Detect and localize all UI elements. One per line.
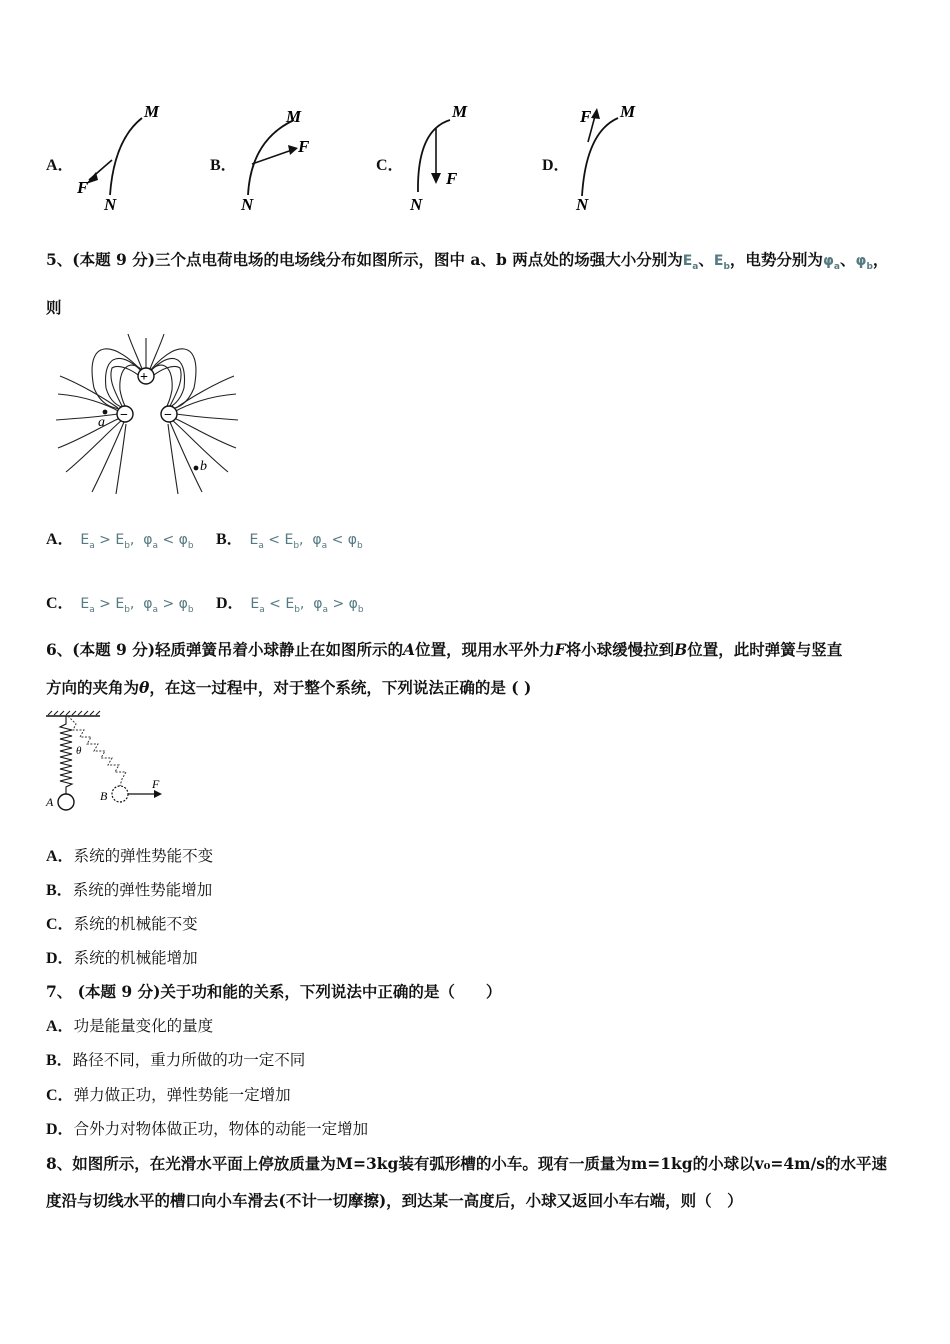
phi-a-symbol: $\varphi_a$ — [822, 253, 840, 272]
point-b — [194, 466, 199, 471]
label-theta: θ — [76, 745, 82, 757]
label-n: N — [104, 195, 117, 214]
q4-option-d-label[interactable]: D． — [542, 157, 570, 174]
ball-b — [112, 786, 128, 802]
arrowhead — [154, 790, 162, 798]
q4-option-a-label[interactable]: A． — [46, 157, 74, 174]
minus-sign-left: − — [120, 408, 128, 423]
trajectory-curve — [110, 118, 142, 195]
q7-option-c[interactable]: C．弹力做正功，弹性势能一定增加 — [46, 1086, 291, 1104]
phi-b-symbol: $\varphi_b$ — [855, 253, 873, 272]
q4-option-a-figure — [74, 100, 174, 215]
plus-sign: + — [140, 370, 148, 385]
label-f: F — [152, 777, 160, 791]
label-f: F — [580, 107, 592, 126]
ea-symbol: $E_a$ — [682, 253, 699, 272]
q5-option-c[interactable]: C． $E_a > E_b$, $\varphi_a > \varphi_b$ — [46, 595, 194, 615]
q4-option-b-figure — [236, 100, 336, 215]
label-a: A — [46, 795, 54, 809]
q4-option-d-figure — [566, 100, 666, 215]
spring-vertical — [60, 716, 72, 794]
force-arrow — [252, 150, 292, 164]
q7-option-a[interactable]: A．功是能量变化的量度 — [46, 1017, 214, 1035]
label-n: N — [410, 195, 423, 214]
label-n: N — [241, 195, 254, 214]
label-f: F — [446, 169, 458, 188]
label-m: M — [452, 102, 468, 121]
minus-sign-right: − — [164, 408, 172, 423]
label-f: F — [77, 178, 89, 197]
ball-a — [58, 794, 74, 810]
q4-option-c-label[interactable]: C． — [376, 157, 404, 174]
q4-option-b-label[interactable]: B． — [210, 157, 237, 174]
arrowhead — [288, 145, 298, 155]
arrowhead — [431, 173, 441, 184]
point-a — [103, 410, 108, 415]
q4-option-c-figure — [402, 100, 502, 215]
label-m: M — [286, 107, 302, 126]
label-b: B — [100, 789, 108, 803]
q6-stem-line1: 6、(本题 9 分)轻质弹簧吊着小球静止在如图所示的A位置，现用水平外力F将小球缓慢拉到B位置，此时弹簧与竖直 — [46, 640, 843, 659]
q6-spring-figure — [40, 710, 170, 816]
ceiling-hatch — [48, 711, 100, 715]
q6-option-a[interactable]: A．系统的弹性势能不变 — [46, 847, 214, 865]
label-f: F — [298, 137, 310, 156]
q5-option-a[interactable]: A． $E_a > E_b$, $\varphi_a < \varphi_b$ — [46, 531, 194, 551]
q8-stem-line2: 度沿与切线水平的槽口向小车滑去(不计一切摩擦)，到达某一高度后，小球又返回小车右端，则（ ） — [46, 1191, 743, 1210]
q6-option-d[interactable]: D．系统的机械能增加 — [46, 949, 198, 967]
q6-stem-line2: 方向的夹角为θ，在这一过程中，对于整个系统，下列说法正确的是 ( ) — [46, 678, 532, 697]
label-m: M — [620, 102, 636, 121]
q5-option-b[interactable]: B． $E_a < E_b$, $\varphi_a < \varphi_b$ — [216, 531, 363, 551]
q5-option-d[interactable]: D． $E_a < E_b$, $\varphi_a > \varphi_b$ — [216, 595, 364, 615]
arrowhead — [591, 108, 600, 119]
q6-option-b[interactable]: B．系统的弹性势能增加 — [46, 881, 213, 899]
q8-stem-line1: 8、如图所示，在光滑水平面上停放质量为M=3kg装有弧形槽的小车。现有一质量为m=1kg的小球以v₀=4m/s的水平速 — [46, 1154, 887, 1173]
q7-stem: 7、 (本题 9 分)关于功和能的关系，下列说法中正确的是（ ） — [46, 982, 502, 1001]
label-a: a — [98, 415, 105, 430]
q5-stem-line2: 则 — [46, 298, 62, 317]
q6-option-c[interactable]: C．系统的机械能不变 — [46, 915, 198, 933]
label-m: M — [144, 102, 160, 121]
q5-stem: 5、(本题 9 分)三个点电荷电场的电场线分布如图所示，图中 a、b 两点处的场强大小分别为$E_a$、$E_b$，电势分别为$\varphi_a$、$\varphi_b$， — [46, 250, 889, 272]
label-n: N — [576, 195, 589, 214]
q7-option-d[interactable]: D．合外力对物体做正功，物体的动能一定增加 — [46, 1120, 369, 1138]
eb-symbol: $E_b$ — [713, 253, 730, 272]
field-lines — [56, 334, 238, 494]
q5-field-figure — [54, 328, 244, 498]
q7-option-b[interactable]: B．路径不同，重力所做的功一定不同 — [46, 1051, 306, 1069]
trajectory-curve — [582, 118, 618, 196]
label-b: b — [200, 459, 207, 474]
